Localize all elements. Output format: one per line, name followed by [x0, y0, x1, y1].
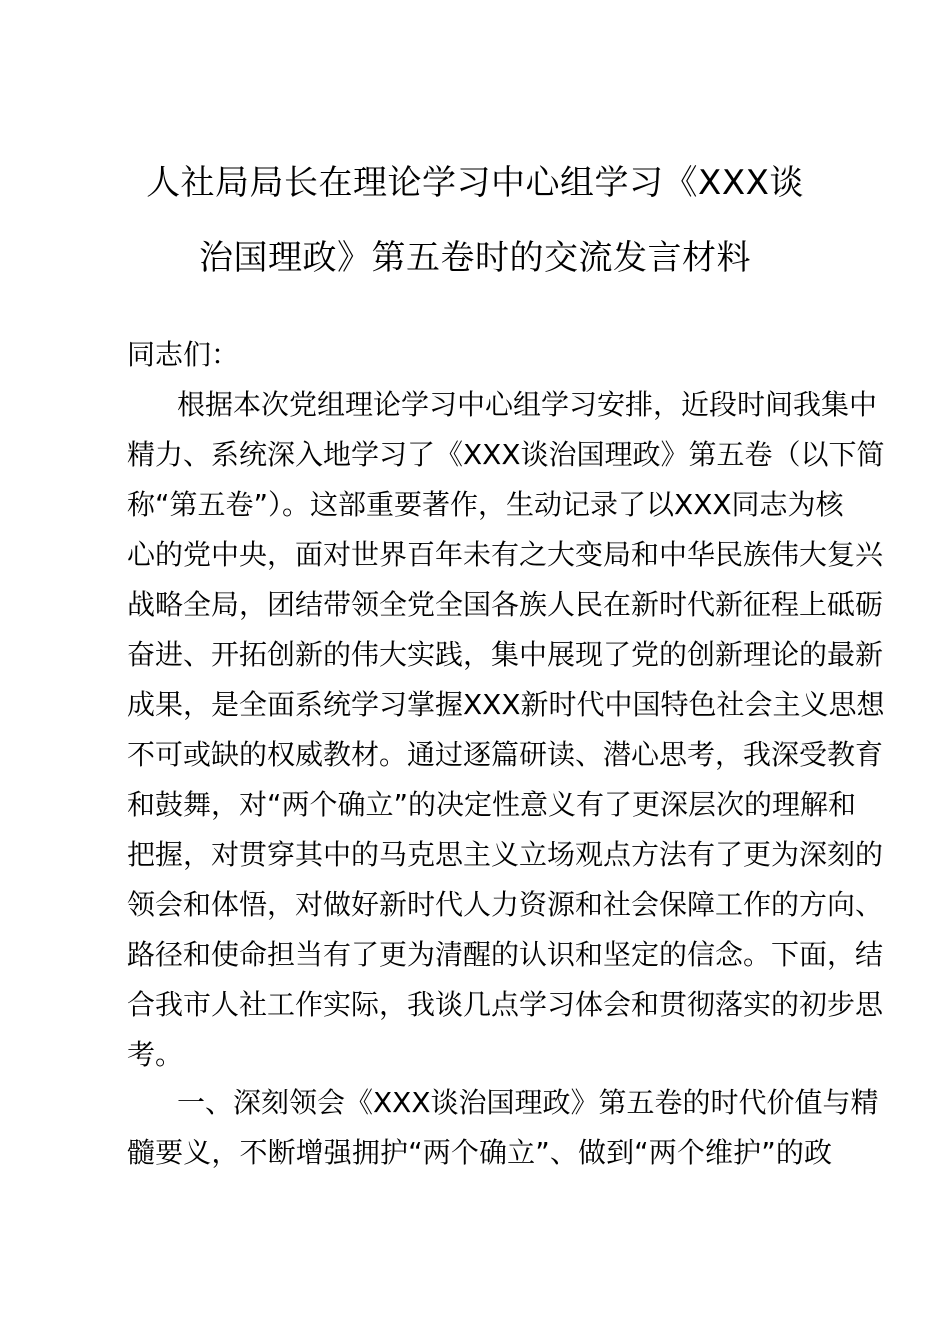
text-line: 和鼓舞，对“两个确立”的决定性意义有了更深层次的理解和 [127, 788, 857, 821]
text-line: 成果，是全面系统学习掌握XXX新时代中国特色社会主义思想 [127, 688, 885, 721]
text-line: 精力、系统深入地学习了《XXX谈治国理政》第五卷（以下简 [127, 438, 885, 471]
text-line: 路径和使命担当有了更为清醒的认识和坚定的信念。下面，结 [127, 938, 884, 971]
text-line: 髓要义，不断增强拥护“两个确立”、做到“两个维护”的政 [127, 1136, 832, 1169]
salutation: 同志们： [127, 338, 240, 371]
text-line: 合我市人社工作实际，我谈几点学习体会和贯彻落实的初步思 [127, 988, 884, 1021]
document-title-line-2: 治国理政》第五卷时的交流发言材料 [199, 238, 751, 278]
text-line: 心的党中央，面对世界百年未有之大变局和中华民族伟大复兴 [127, 538, 884, 571]
text-line: 称“第五卷”）。这部重要著作，生动记录了以XXX同志为核 [127, 488, 844, 521]
document-title-line-1: 人社局局长在理论学习中心组学习《XXX谈 [146, 163, 804, 203]
text-line: 奋进、开拓创新的伟大实践，集中展现了党的创新理论的最新 [127, 638, 884, 671]
text-line: 考。 [127, 1038, 184, 1071]
text-line: 一、深刻领会《XXX谈治国理政》第五卷的时代价值与精 [177, 1086, 879, 1119]
text-line: 根据本次党组理论学习中心组学习安排，近段时间我集中 [177, 388, 878, 421]
text-line: 战略全局，团结带领全党全国各族人民在新时代新征程上砥砺 [127, 588, 884, 621]
text-line: 把握，对贯穿其中的马克思主义立场观点方法有了更为深刻的 [127, 838, 884, 871]
text-line: 不可或缺的权威教材。通过逐篇研读、潜心思考，我深受教育 [127, 738, 884, 771]
text-line: 领会和体悟，对做好新时代人力资源和社会保障工作的方向、 [127, 888, 884, 921]
